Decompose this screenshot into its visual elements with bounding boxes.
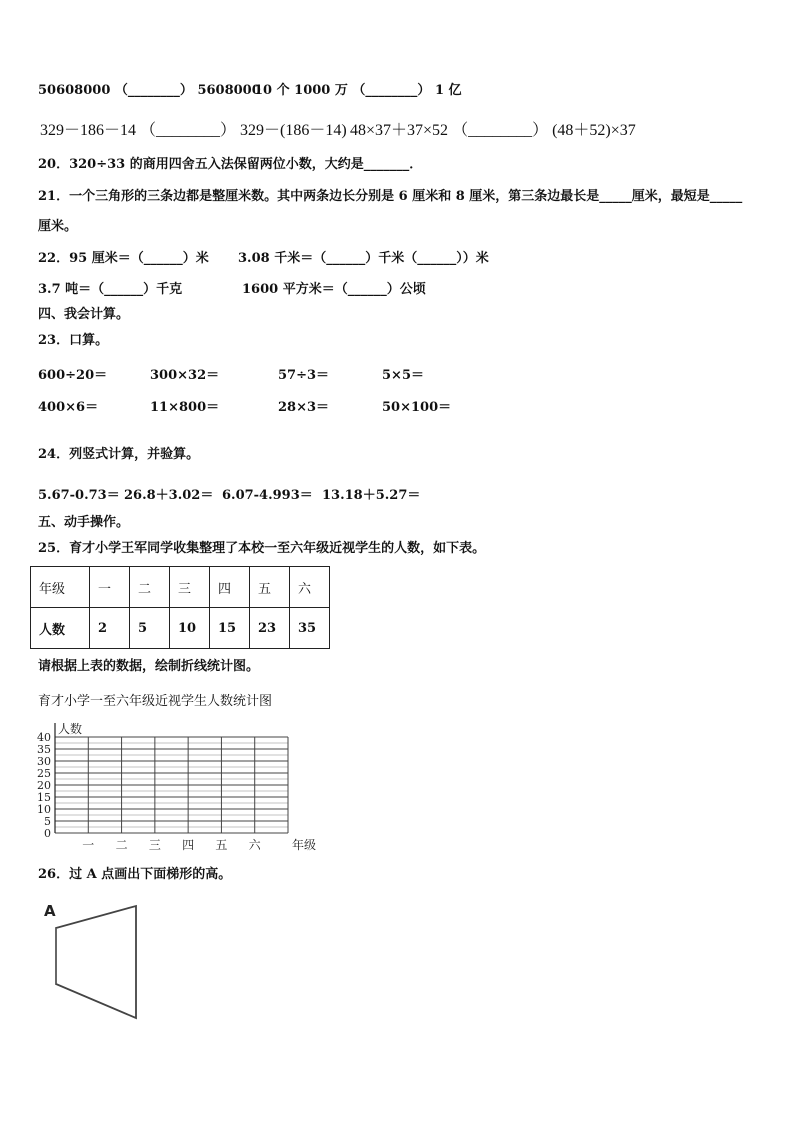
vertical-calc-4: 13.18＋5.27＝ <box>322 488 421 503</box>
question-24-title: 24．列竖式计算，并验算。 <box>38 447 200 462</box>
question-22c: 3.7 吨＝（______）千克 <box>38 282 183 297</box>
oral-2-3: 28×3＝ <box>278 400 330 415</box>
chart-y-tick-label: 15 <box>37 791 51 804</box>
question-21-line-1: 21．一个三角形的三条边都是整厘米数。其中两条边长分别是 6 厘米和 8 厘米，第三条边最长是_____厘米，最短是_____ <box>38 189 743 204</box>
chart-y-tick-label: 40 <box>37 731 51 744</box>
vertical-calc-3: 6.07-4.993＝ <box>222 488 313 503</box>
chart-x-tick-label: 一 <box>82 838 95 852</box>
table-cell-grade-6: 六 <box>290 567 330 608</box>
compare-row-2a <box>40 117 347 140</box>
compare-1b-right: 1 亿 <box>434 83 462 98</box>
chart-y-tick-label: 30 <box>37 755 51 768</box>
trapezoid-shape <box>56 906 136 1018</box>
section-4-heading: 四、我会计算。 <box>38 307 130 322</box>
table-cell-grade-2: 二 <box>130 567 170 608</box>
chart-y-tick-label: 20 <box>37 779 51 792</box>
table-row-grades <box>31 567 330 608</box>
chart-y-tick-label: 35 <box>37 743 51 756</box>
question-20: 20．320÷33 的商用四舍五入法保留两位小数，大约是_______． <box>38 157 423 172</box>
table-cell-grade-4: 四 <box>210 567 250 608</box>
compare-2a-left: 329－186－14 <box>40 122 137 139</box>
table-cell-count-4: 15 <box>210 608 250 649</box>
compare-1a-right: 5608000 <box>197 83 261 98</box>
table-head-grade: 年级 <box>31 567 90 608</box>
compare-2b-left: 48×37＋37×52 <box>350 122 449 139</box>
chart-title: 育才小学一至六年级近视学生人数统计图 <box>38 694 273 709</box>
table-cell-count-5: 23 <box>250 608 290 649</box>
oral-2-4: 50×100＝ <box>382 400 452 415</box>
chart-y-label: 人数 <box>58 722 83 736</box>
table-cell-count-1: 2 <box>90 608 130 649</box>
question-22d: 1600 平方米＝（______）公顷 <box>242 282 426 297</box>
oral-1-3: 57÷3＝ <box>278 368 330 383</box>
question-26-title: 26．过 A 点画出下面梯形的高。 <box>38 867 232 882</box>
table-cell-count-2: 5 <box>130 608 170 649</box>
compare-1b-left: 10 个 1000 万 <box>254 83 348 98</box>
question-22b: 3.08 千米＝（______）千米（______））米 <box>238 251 489 266</box>
line-chart[interactable] <box>30 712 320 857</box>
table-cell-grade-3: 三 <box>170 567 210 608</box>
question-25-title: 25．育才小学王军同学收集整理了本校一至六年级近视学生的人数，如下表。 <box>38 541 486 556</box>
compare-row-2b <box>350 117 636 140</box>
question-21-line-2: 厘米。 <box>38 219 78 234</box>
chart-x-tick-label: 二 <box>115 838 128 852</box>
trapezoid-svg <box>40 898 180 1028</box>
chart-instruction: 请根据上表的数据，绘制折线统计图。 <box>38 659 260 674</box>
oral-1-2: 300×32＝ <box>150 368 220 383</box>
point-a-label: A <box>44 902 56 920</box>
section-5-heading: 五、动手操作。 <box>38 515 130 530</box>
table-cell-count-6: 35 <box>290 608 330 649</box>
chart-x-tick-label: 六 <box>248 838 261 852</box>
compare-2a-right: 329－(186－14) <box>240 122 347 139</box>
grade-count-table <box>30 566 330 649</box>
chart-y-tick-label: 25 <box>37 767 51 780</box>
chart-x-label: 年级 <box>292 838 317 852</box>
question-23-title: 23．口算。 <box>38 333 109 348</box>
chart-x-tick-label: 四 <box>182 838 195 852</box>
compare-2b-right: (48＋52)×37 <box>552 122 636 139</box>
chart-x-tick-label: 三 <box>148 838 161 852</box>
table-cell-count-3: 10 <box>170 608 210 649</box>
vertical-calc-2: 26.8＋3.02＝ <box>124 488 214 503</box>
chart-y-tick-label: 0 <box>44 827 51 840</box>
table-cell-grade-1: 一 <box>90 567 130 608</box>
chart-y-tick-label: 10 <box>37 803 51 816</box>
chart-y-tick-label: 5 <box>44 815 51 828</box>
table-row-counts <box>31 608 330 649</box>
table-cell-grade-5: 五 <box>250 567 290 608</box>
compare-1a-left: 50608000 <box>38 83 111 98</box>
oral-2-2: 11×800＝ <box>150 400 220 415</box>
compare-2a-blank[interactable]: （________） <box>140 122 237 139</box>
compare-row-1 <box>38 82 261 100</box>
question-22a: 22．95 厘米＝（______）米 <box>38 251 209 266</box>
compare-row-1b <box>254 82 462 100</box>
oral-1-4: 5×5＝ <box>382 368 424 383</box>
trapezoid-figure[interactable] <box>40 898 180 1028</box>
vertical-calc-1: 5.67-0.73＝ <box>38 488 120 503</box>
compare-1b-blank[interactable]: （________） <box>352 83 431 98</box>
chart-x-tick-label: 五 <box>215 838 228 852</box>
table-head-count: 人数 <box>31 608 90 649</box>
compare-1a-blank[interactable]: （________） <box>114 83 193 98</box>
compare-2b-blank[interactable]: （________） <box>452 122 549 139</box>
line-chart-svg <box>30 712 320 857</box>
oral-2-1: 400×6＝ <box>38 400 99 415</box>
oral-1-1: 600÷20＝ <box>38 368 108 383</box>
